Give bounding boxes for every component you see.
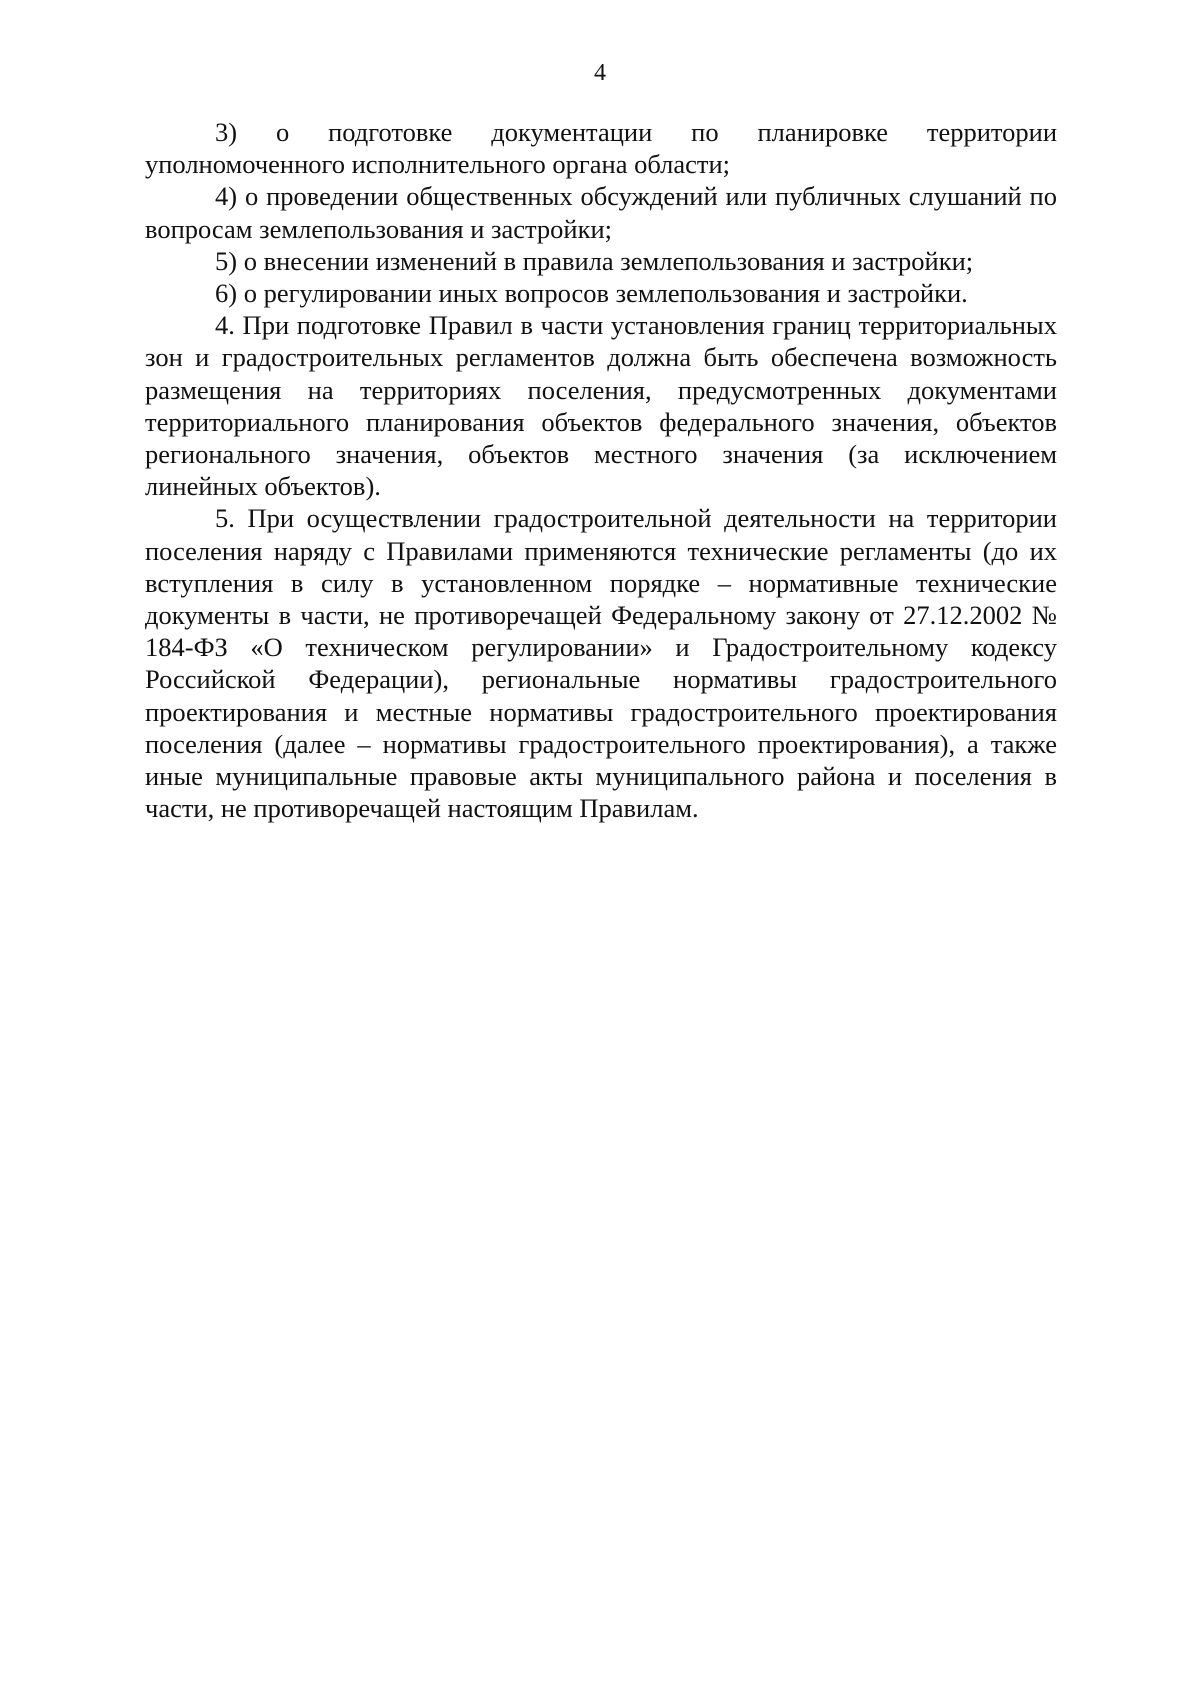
paragraph-item-3: 3) о подготовке документации по планировке территории уполномоченного исполнительного органа области; <box>145 117 1057 180</box>
paragraph-clause-5: 5. При осуществлении градостроительной деятельности на территории поселения наряду с Правилами применяются технические регламенты (до их вступления в силу в установленном порядке – нормативные технические документы в части, не противоречащей Федеральному закону от 27.12.2002 № 184-ФЗ «О техническом регулировании» и Градостроительному кодексу Российской Федерации), региональные нормативы градостроительного проектирования и местные нормативы градостроительного проектирования поселения (далее – нормативы градостроительного проектирования), а также иные муниципальные правовые акты муниципального района и поселения в части, не противоречащей настоящим Правилам. <box>145 503 1057 824</box>
document-body <box>145 116 1057 824</box>
paragraph-item-5: 5) о внесении изменений в правила землепользования и застройки; <box>215 245 974 276</box>
paragraph-item-6: 6) о регулировании иных вопросов землепользования и застройки. <box>215 278 968 309</box>
paragraph-clause-4: 4. При подготовке Правил в части установления границ территориальных зон и градостроительных регламентов должна быть обеспечена возможность размещения на территориях поселения, предусмотренных документами территориального планирования объектов федерального значения, объектов регионального значения, объектов местного значения (за исключением линейных объектов). <box>145 310 1057 502</box>
paragraph-item-4: 4) о проведении общественных обсуждений или публичных слушаний по вопросам землепользования и застройки; <box>145 181 1057 244</box>
page-number: 4 <box>594 60 606 86</box>
